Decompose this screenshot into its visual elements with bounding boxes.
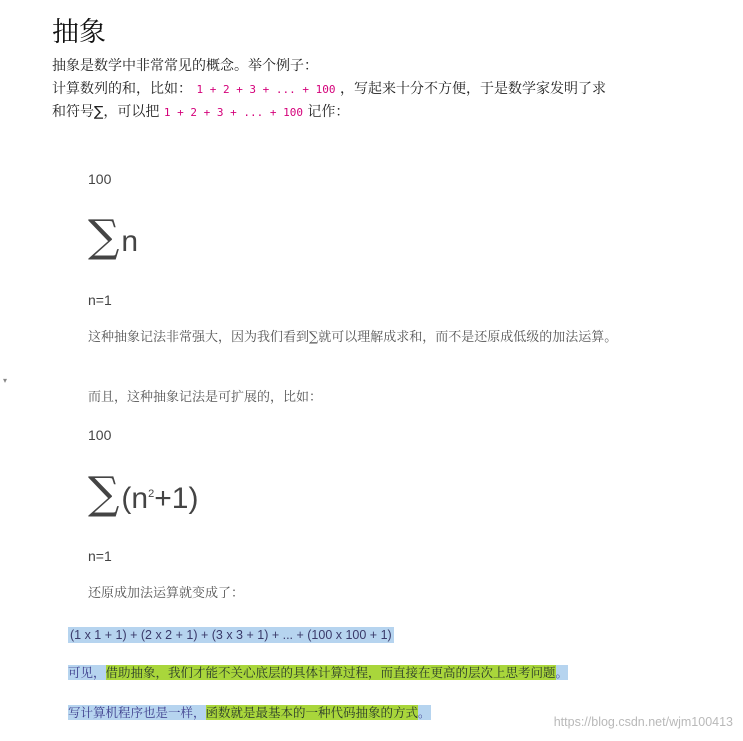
sum2-term xyxy=(121,482,198,516)
sum1-upper-limit: 100 xyxy=(88,171,112,187)
sigma-symbol: ∑ xyxy=(88,468,120,519)
expanded-expression: (1 x 1 + 1) + (2 x 2 + 1) + (3 x 3 + 1) + ... + (100 x 100 + 1) xyxy=(70,628,392,642)
inline-code-sum: 1 + 2 + 3 + ... + 100 xyxy=(163,106,303,119)
paragraph-extensible: 而且，这种抽象记法是可扩展的，比如： xyxy=(88,390,323,405)
intro-line-2-text-b: ，写起来十分不方便，于是数学家发明了求 xyxy=(339,81,606,97)
sum2-term-close: +1) xyxy=(154,482,199,515)
conclusion-2-prefix: 写计算机程序也是一样， xyxy=(68,705,206,720)
conclusion-2-suffix: 。 xyxy=(418,705,431,720)
chevron-down-icon: ▾ xyxy=(3,376,8,385)
conclusion-1-suffix: 。 xyxy=(555,665,569,680)
sum2-formula xyxy=(88,468,199,519)
sigma-symbol: ∑ xyxy=(88,211,120,262)
conclusion-2-highlight: 函数就是最基本的一种代码抽象的方式 xyxy=(205,705,419,720)
conclusion-1-prefix: 可见， xyxy=(68,665,106,680)
intro-line-2-text-a: 计算数列的和，比如： xyxy=(52,81,192,97)
intro-line-3-text-a: 和符号∑，可以把 xyxy=(52,104,160,120)
intro-line-3-text-b: 记作： xyxy=(307,104,350,120)
intro-line-1: 抽象是数学中非常常见的概念。举个例子： xyxy=(52,58,318,74)
conclusion-1 xyxy=(68,663,568,681)
paragraph-power: 这种抽象记法非常强大，因为我们看到∑就可以理解成求和，而不是还原成低级的加法运算。 xyxy=(88,330,618,345)
sum2-term-open: (n xyxy=(121,482,149,515)
watermark: https://blog.csdn.net/wjm100413 xyxy=(553,715,733,729)
paragraph-expand: 还原成加法运算就变成了： xyxy=(88,586,245,601)
sum2-term-exponent: 2 xyxy=(148,488,155,500)
sum1-formula xyxy=(88,211,139,262)
page-title: 抽象 xyxy=(52,17,106,48)
intro-text xyxy=(52,55,692,124)
inline-code-sum: 1 + 2 + 3 + ... + 100 xyxy=(196,83,336,96)
sum2-lower-limit: n=1 xyxy=(88,548,112,564)
sum2-upper-limit: 100 xyxy=(88,427,112,443)
conclusion-2 xyxy=(68,703,431,721)
intro-line-2 xyxy=(52,78,692,101)
intro-line-3 xyxy=(52,101,692,124)
sum1-term: n xyxy=(121,225,139,258)
sum1-lower-limit: n=1 xyxy=(88,292,112,308)
conclusion-1-highlight: 借助抽象，我们才能不关心底层的具体计算过程，而直接在更高的层次上思考问题 xyxy=(105,665,556,680)
